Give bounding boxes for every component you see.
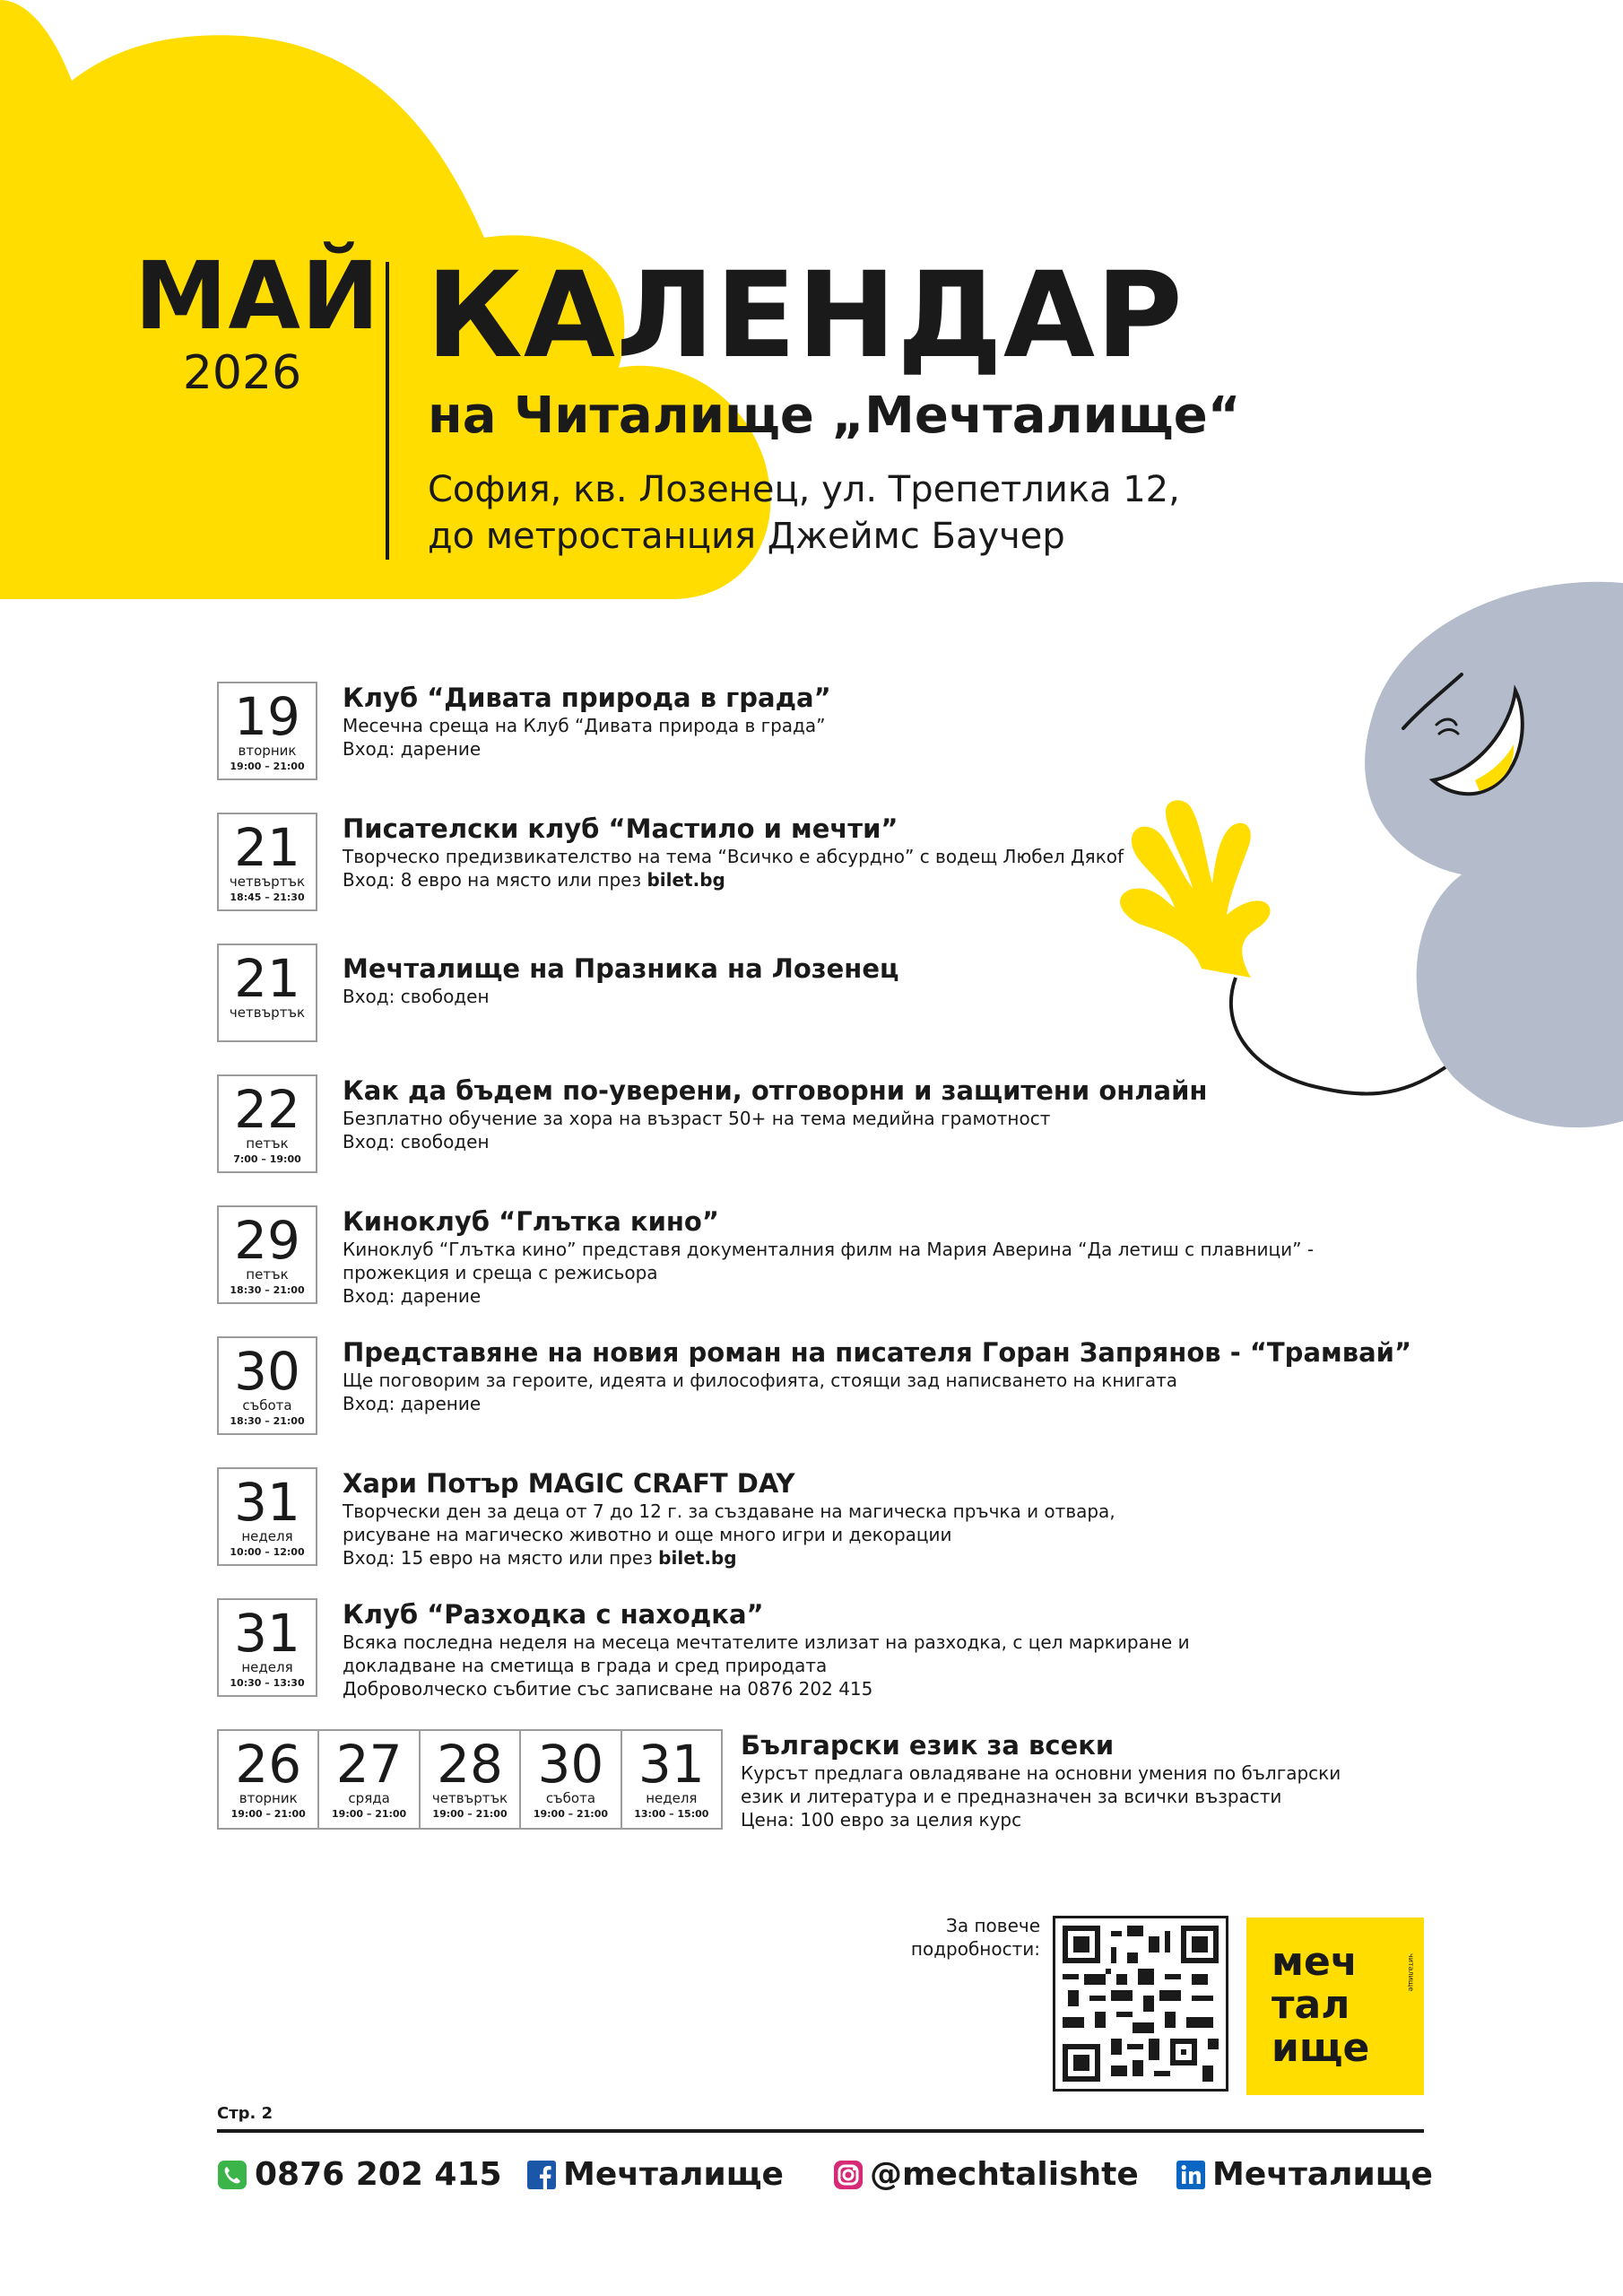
- more-info-label: [870, 1914, 1040, 1961]
- mechtalishte-logo: [1246, 1918, 1424, 2095]
- date-day: 31: [234, 1472, 300, 1533]
- date-weekday: събота: [545, 1790, 596, 1806]
- date-weekday: неделя: [241, 1659, 293, 1675]
- date-box: [217, 682, 317, 780]
- course-line: език и литература и е предназначен за всички възрасти: [741, 1786, 1282, 1807]
- date-time: 13:00 – 15:00: [634, 1808, 709, 1820]
- event-line: Месечна среща на Клуб “Дивата природа в града”: [343, 715, 826, 736]
- date-time: 19:00 – 21:00: [230, 1808, 306, 1820]
- event-details: [343, 813, 1535, 891]
- date-weekday: четвъртък: [431, 1790, 508, 1806]
- date-time: 18:30 – 21:00: [230, 1284, 305, 1296]
- date-day: 22: [234, 1079, 300, 1140]
- qr-code[interactable]: [1053, 1916, 1228, 2092]
- address-line-2: до метростанция Джеймс Баучер: [428, 516, 1065, 557]
- date-time: 19:00 – 21:00: [533, 1808, 609, 1820]
- event-details: [343, 1336, 1535, 1415]
- more-info-line-2: подробности:: [910, 1938, 1040, 1960]
- date-time: 18:45 – 21:30: [230, 891, 305, 903]
- event-entry: Доброволческо събитие със записване на 0876 202 415: [343, 1678, 873, 1700]
- phone-number: 0876 202 415: [255, 2156, 502, 2193]
- date-day: 31: [234, 1603, 300, 1664]
- event-title: Хари Потър MAGIC CRAFT DAY: [343, 1468, 795, 1499]
- date-weekday: четвъртък: [229, 874, 306, 890]
- date-cell: [521, 1731, 621, 1828]
- date-time: 7:00 – 19:00: [233, 1153, 301, 1165]
- date-weekday: вторник: [239, 1790, 298, 1806]
- event-title: Киноклуб “Глътка кино”: [343, 1206, 719, 1237]
- event-entry: Вход: дарение: [343, 1393, 482, 1414]
- contact-facebook[interactable]: [527, 2156, 784, 2193]
- date-time: 19:00 – 21:00: [332, 1808, 407, 1820]
- facebook-icon: [527, 2161, 556, 2189]
- page-title: КАЛЕНДАР: [426, 247, 1184, 385]
- date-weekday: петък: [246, 1135, 289, 1152]
- instagram-handle: @mechtalishte: [870, 2156, 1139, 2193]
- event-entry: Вход: дарение: [343, 1285, 482, 1307]
- date-box: [217, 1205, 317, 1304]
- date-day: 29: [234, 1210, 300, 1271]
- event-title: Писателски клуб “Мастило и мечти”: [343, 813, 898, 844]
- contact-instagram[interactable]: [834, 2156, 1139, 2193]
- date-cell: [421, 1731, 521, 1828]
- date-weekday: неделя: [241, 1528, 293, 1544]
- header-divider: [386, 262, 389, 560]
- more-info-line-1: За повече: [946, 1915, 1040, 1936]
- event-title: Клуб “Дивата природа в града”: [343, 683, 831, 713]
- date-day: 30: [537, 1734, 604, 1795]
- date-time: 10:00 – 12:00: [230, 1546, 305, 1558]
- date-weekday: вторник: [238, 743, 297, 759]
- event-details: [343, 682, 1535, 761]
- event-line: Всяка последна неделя на месеца мечтателите излизат на разходка, с цел маркиране и: [343, 1631, 1190, 1653]
- address-line-1: София, кв. Лозенец, ул. Трепетлика 12,: [428, 469, 1180, 510]
- course-date-box: [217, 1729, 723, 1830]
- date-weekday: неделя: [646, 1790, 698, 1806]
- date-day: 27: [335, 1734, 403, 1795]
- event-line: Ще поговорим за героите, идеята и философията, стоящи зад написването на книгата: [343, 1370, 1178, 1391]
- month-block: [135, 241, 381, 400]
- date-weekday: сряда: [348, 1790, 390, 1806]
- event-line: Безплатно обучение за хора на възраст 50+ на тема медийна грамотност: [343, 1108, 1051, 1129]
- date-box: [217, 1336, 317, 1435]
- phone-icon: [217, 2160, 247, 2190]
- date-time: 19:00 – 21:00: [230, 761, 305, 772]
- date-day: 19: [234, 686, 300, 747]
- date-box: [217, 1467, 317, 1566]
- event-title: Клуб “Разходка с находка”: [343, 1599, 764, 1630]
- date-time: 19:00 – 21:00: [432, 1808, 508, 1820]
- date-cell: [622, 1731, 721, 1828]
- event-line: рисуване на магическо животно и още много игри и декорации: [343, 1524, 952, 1545]
- event-entry: [343, 1546, 1535, 1570]
- event-line: докладване на сметища в града и сред природата: [343, 1655, 828, 1676]
- address: [428, 466, 1180, 560]
- date-weekday: четвъртък: [229, 1004, 306, 1021]
- instagram-icon: [834, 2161, 863, 2189]
- date-time: 10:30 – 13:30: [230, 1677, 305, 1689]
- event-entry: Вход: свободен: [343, 986, 490, 1007]
- course-details: [741, 1729, 1368, 1831]
- entry-text: Вход: 15 евро на място или през: [343, 1547, 659, 1569]
- date-box: [217, 1074, 317, 1173]
- date-cell: [319, 1731, 420, 1828]
- date-box: [217, 1598, 317, 1697]
- contact-phone[interactable]: [217, 2156, 502, 2193]
- page-subtitle: на Читалище „Мечталище“: [428, 387, 1241, 445]
- event-entry: Вход: дарение: [343, 738, 482, 760]
- event-line: Киноклуб “Глътка кино” представя документалния филм на Мария Аверина “Да летиш с плавници” -: [343, 1239, 1315, 1260]
- ticket-link[interactable]: bilet.bg: [658, 1547, 737, 1569]
- event-details: [343, 1205, 1535, 1308]
- course-line: Курсът предлага овладяване на основни умения по български: [741, 1762, 1341, 1784]
- linkedin-icon: [1176, 2161, 1205, 2189]
- date-day: 31: [638, 1734, 705, 1795]
- event-line: Творческо предизвикателство на тема “Всичко е абсурдно” с водещ Любел Дякоf: [343, 846, 1124, 867]
- course-price: Цена: 100 евро за целия курс: [741, 1809, 1022, 1831]
- entry-text: Вход: 8 евро на място или през: [343, 869, 647, 891]
- date-day: 28: [437, 1734, 503, 1795]
- date-box: [217, 813, 317, 911]
- event-details: [343, 1598, 1535, 1700]
- logo-wordmark: меч тал ище: [1271, 1939, 1370, 2071]
- month-name: МАЙ: [135, 241, 381, 351]
- date-box: [217, 944, 317, 1042]
- date-day: 30: [234, 1341, 300, 1402]
- page-number: Стр. 2: [217, 2104, 273, 2123]
- contact-linkedin[interactable]: [1176, 2156, 1433, 2193]
- facebook-handle: Мечталище: [563, 2156, 784, 2193]
- logo-tagline: читалище: [1407, 1953, 1415, 1992]
- event-details: [343, 1074, 1535, 1153]
- qr-code-icon: [1063, 1926, 1219, 2082]
- date-day: 21: [234, 817, 300, 878]
- footer-divider: [217, 2129, 1424, 2133]
- event-line: Творчески ден за деца от 7 до 12 г. за създаване на магическа пръчка и отвара,: [343, 1500, 1115, 1522]
- event-details: [343, 1467, 1535, 1570]
- event-entry: Вход: свободен: [343, 1131, 490, 1152]
- event-title: Мечталище на Празника на Лозенец: [343, 953, 899, 984]
- event-title: Как да бъдем по-уверени, отговорни и защитени онлайн: [343, 1075, 1208, 1106]
- event-title: Представяне на новия роман на писателя Горан Запрянов - “Трамвай”: [343, 1337, 1412, 1368]
- date-day: 21: [234, 948, 300, 1009]
- course-title: Български език за всеки: [741, 1730, 1115, 1761]
- date-weekday: събота: [242, 1397, 292, 1413]
- date-weekday: петък: [246, 1266, 289, 1283]
- event-details: [343, 944, 1535, 1008]
- date-time: 18:30 – 21:00: [230, 1415, 305, 1427]
- event-line: прожекция и среща с режисьора: [343, 1262, 658, 1283]
- linkedin-handle: Мечталище: [1212, 2156, 1433, 2193]
- ticket-link[interactable]: bilet.bg: [647, 869, 725, 891]
- event-entry: [343, 868, 1535, 891]
- date-day: 26: [235, 1734, 302, 1795]
- month-year: 2026: [182, 346, 302, 400]
- date-cell: [219, 1731, 319, 1828]
